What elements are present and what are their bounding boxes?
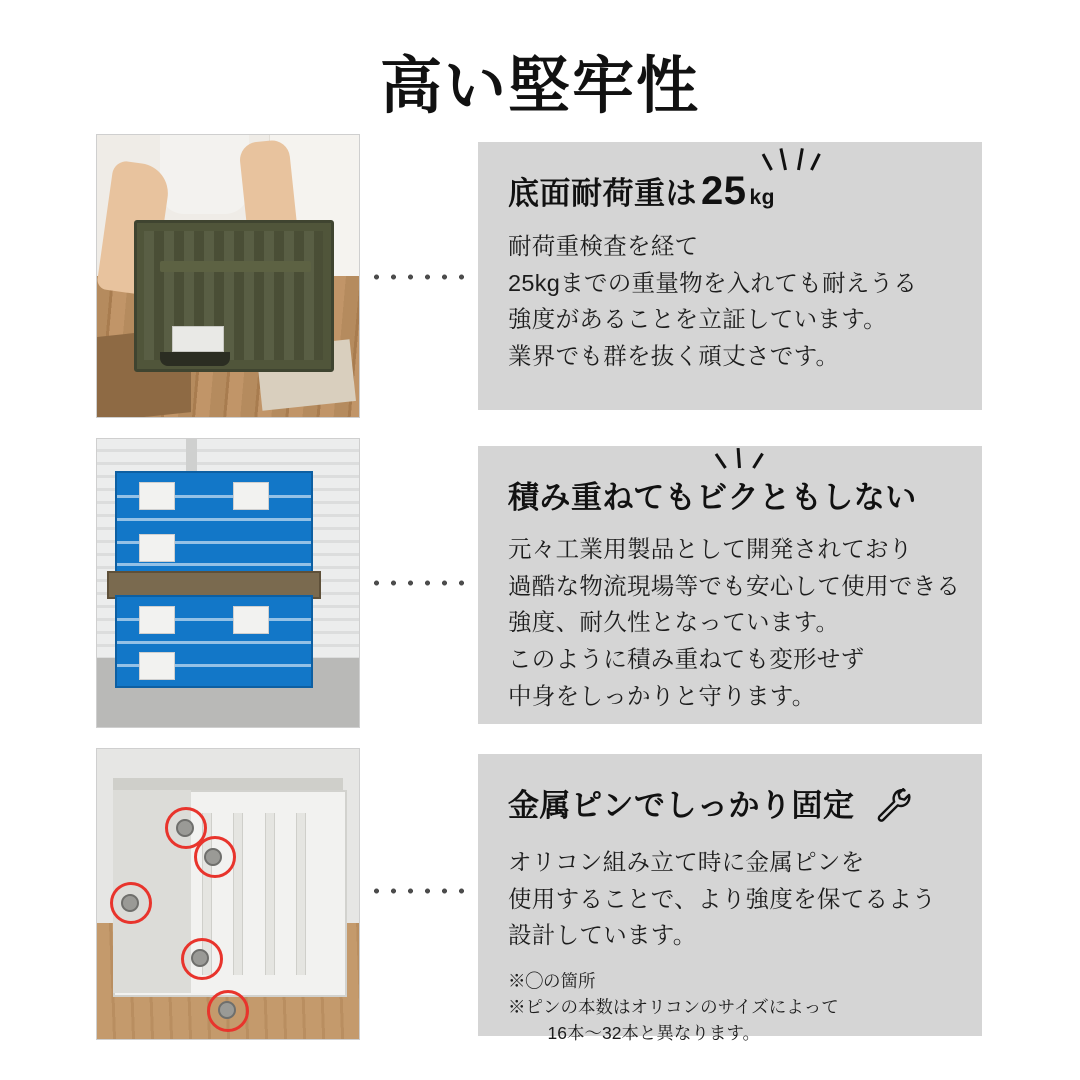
body-line: 元々工業用製品として開発されており [508, 536, 913, 562]
note-line: 16本〜32本と異なります。 [530, 1023, 761, 1044]
connector-dots-1 [368, 274, 472, 280]
panel-notes-3 [508, 968, 954, 1047]
body-line: 設計しています。 [508, 922, 697, 949]
note-line: ※ピンの本数はオリコンのサイズによって [508, 997, 839, 1018]
wrench-icon [874, 788, 914, 830]
body-line: 耐荷重検査を経て [508, 233, 699, 259]
body-line: 過酷な物流現場等でも安心して使用できる [508, 572, 961, 599]
page-title: 高い堅牢性 [379, 52, 700, 121]
heading-number-1: 25 [701, 169, 747, 213]
panel-load-capacity [478, 142, 982, 410]
body-line: 強度、耐久性となっています。 [508, 609, 840, 636]
body-line: 強度があることを立証しています。 [508, 306, 887, 333]
body-line: オリコン組み立て時に金属ピンを [508, 849, 865, 875]
body-line: 業界でも群を抜く頑丈さです。 [508, 342, 840, 369]
panel-body-2 [508, 531, 961, 714]
photo-stacked-crates [96, 438, 360, 728]
section-row-1 [0, 134, 1080, 416]
panel-body-3 [508, 844, 954, 954]
body-line: 中身をしっかりと守ります。 [508, 682, 816, 709]
panel-heading-2 [508, 472, 917, 517]
note-line: ※◯の箇所 [508, 970, 596, 991]
heading-text-2: 積み重ねてもビクともしない [508, 480, 917, 515]
photo-metal-pins [96, 748, 360, 1040]
body-line: 使用することで、より強度を保てるよう [508, 885, 936, 912]
panel-stacking [478, 446, 982, 724]
connector-dots-2 [368, 580, 472, 586]
panel-heading-3 [508, 780, 914, 830]
photo-load-capacity [96, 134, 360, 418]
section-row-3 [0, 748, 1080, 1044]
sparkle-icon [764, 144, 824, 170]
body-line: このように積み重ねても変形せず [508, 645, 865, 672]
connector-dots-3 [368, 888, 472, 894]
panel-body-1 [508, 228, 954, 375]
panel-metal-pins [478, 754, 982, 1044]
heading-text-3: 金属ピンでしっかり固定 [508, 788, 855, 823]
crown-icon [720, 446, 766, 470]
panel-heading-1 [508, 168, 775, 214]
heading-text-1: 底面耐荷重は [508, 176, 697, 211]
section-row-2 [0, 438, 1080, 726]
body-line: 25kgまでの重量物を入れても耐えうる [508, 269, 918, 296]
heading-unit-1: kg [749, 186, 776, 209]
